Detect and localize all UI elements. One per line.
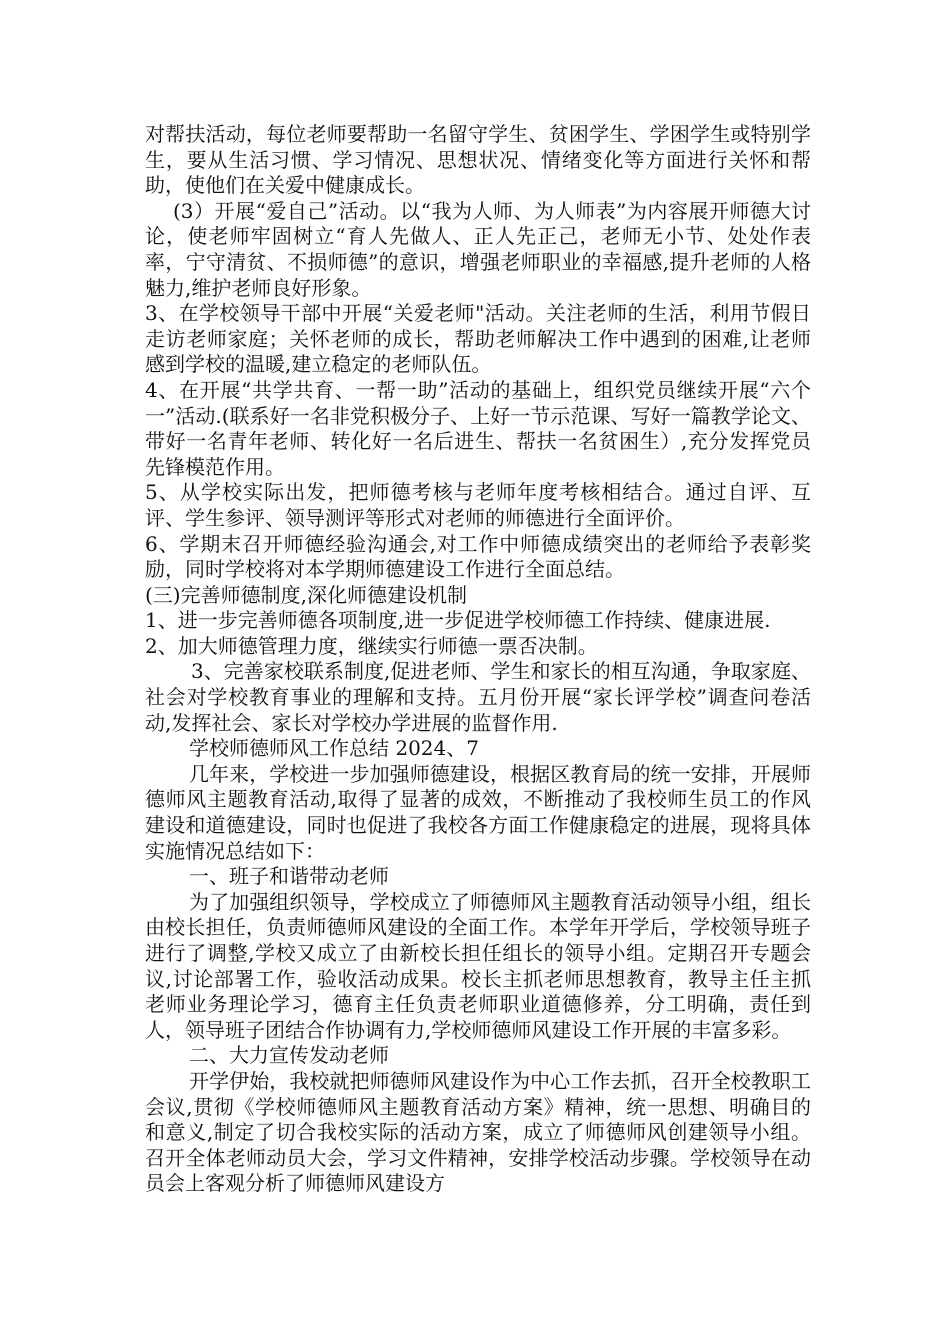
paragraph: 对帮扶活动，每位老师要帮助一名留守学生、贫困学生、学困学生或特别学生，要从生活习惯、学习情况、思想状况、情绪变化等方面进行关怀和帮助，使他们在关爱中健康成长。 [145, 122, 811, 198]
paragraph: 1、进一步完善师德各项制度,进一步促进学校师德工作持续、健康进展. [145, 608, 771, 633]
section-heading: 二、大力宣传发动老师 [189, 1043, 389, 1068]
section-heading: 一、班子和谐带动老师 [189, 864, 389, 889]
paragraph: 6、学期末召开师德经验沟通会,对工作中师德成绩突出的老师给予表彰奖励，同时学校将对本学期师德建设工作进行全面总结。 [145, 531, 811, 582]
paragraph: (3）开展“爱自己”活动。以“我为人师、为人师表”为内容展开师德大讨论，使老师牢固树立“育人先做人、正人先正己，老师无小节、处处作表率，宁守清贫、不损师德”的意识，增强老师职业的幸福感,提升老师的人格魅力,维护老师良好形象。 [145, 198, 811, 300]
paragraph: 几年来，学校进一步加强师德建设，根据区教育局的统一安排，开展师德师风主题教育活动,取得了显著的成效，不断推动了我校师生员工的作风建设和道德建设，同时也促进了我校各方面工作健康稳定的进展，现将具体实施情况总结如下： [145, 761, 811, 863]
document-title: 学校师德师风工作总结 2024、7 [189, 736, 479, 761]
paragraph: 3、完善家校联系制度,促进老师、学生和家长的相互沟通，争取家庭、社会对学校教育事业的理解和支持。五月份开展“家长评学校”调查问卷活动,发挥社会、家长对学校办学进展的监督作用. [145, 659, 811, 735]
document-body [145, 122, 811, 1197]
paragraph: 2、加大师德管理力度，继续实行师德一票否决制。 [145, 633, 598, 658]
paragraph: 4、在开展“共学共育、一帮一助”活动的基础上，组织党员继续开展“六个一”活动.(联系好一名非党积极分子、上好一节示范课、写好一篇教学论文、带好一名青年老师、转化好一名后进生、帮扶一名贫困生）,充分发挥党员先锋模范作用。 [145, 377, 811, 479]
paragraph: 5、从学校实际出发，把师德考核与老师年度考核相结合。通过自评、互评、学生参评、领导测评等形式对老师的师德进行全面评价。 [145, 480, 811, 530]
paragraph: 3、在学校领导干部中开展“关爱老师"活动。关注老师的生活，利用节假日走访老师家庭；关怀老师的成长，帮助老师解决工作中遇到的困难,让老师感到学校的温暖,建立稳定的老师队伍。 [145, 301, 811, 377]
paragraph: 开学伊始，我校就把师德师风建设作为中心工作去抓，召开全校教职工会议,贯彻《学校师德师风主题教育活动方案》精神，统一思想、明确目的和意义,制定了切合我校实际的活动方案，成立了师德师风创建领导小组。召开全体老师动员大会，学习文件精神，安排学校活动步骤。学校领导在动员会上客观分析了师德师风建设方 [145, 1068, 811, 1196]
paragraph: 为了加强组织领导，学校成立了师德师风主题教育活动领导小组，组长由校长担任，负责师德师风建设的全面工作。本学年开学后，学校领导班子进行了调整,学校又成立了由新校长担任组长的领导小组。定期召开专题会议,讨论部署工作，验收活动成果。校长主抓老师思想教育，教导主任主抓老师业务理论学习，德育主任负责老师职业道德修养，分工明确，责任到人，领导班子团结合作协调有力,学校师德师风建设工作开展的丰富多彩。 [145, 889, 811, 1042]
section-heading: (三)完善师德制度,深化师德建设机制 [145, 582, 467, 607]
